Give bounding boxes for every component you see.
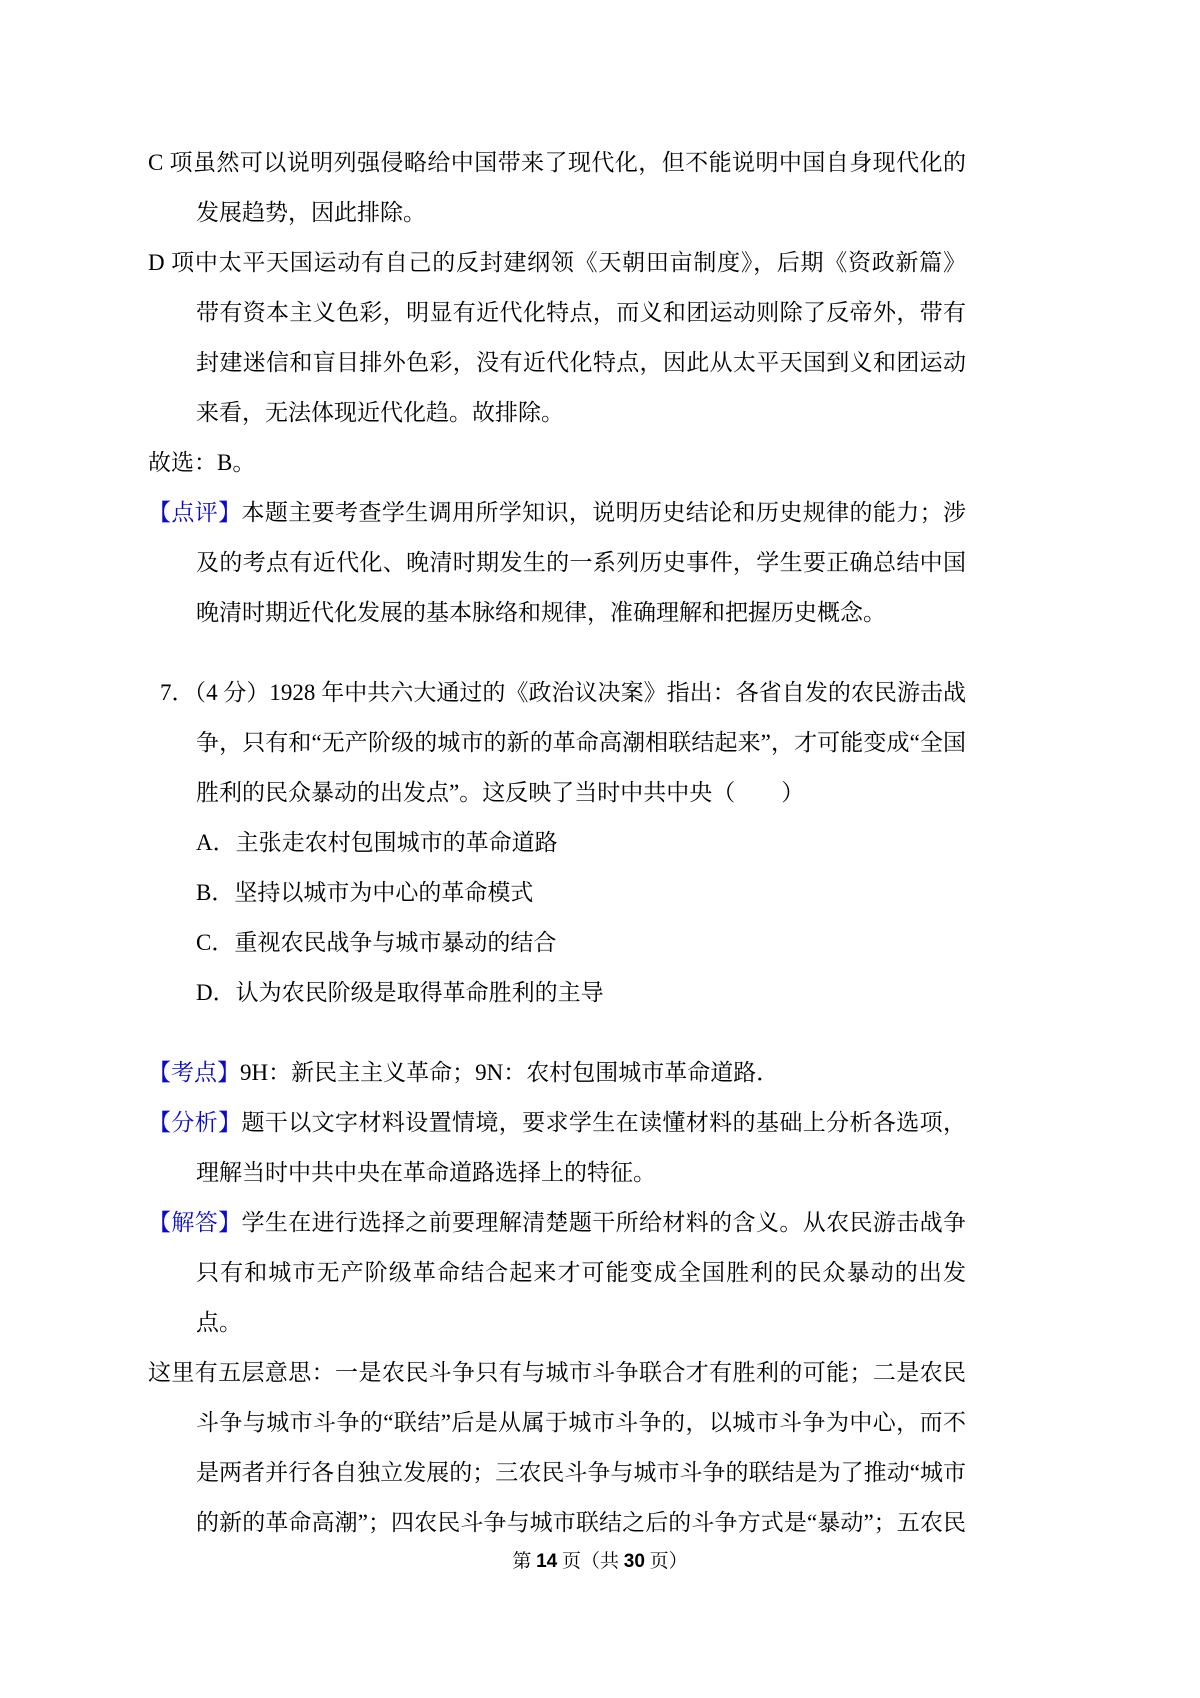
option-c: C．重视农民战争与城市暴动的结合 bbox=[196, 930, 557, 955]
footer-prefix: 第 bbox=[512, 1551, 537, 1572]
answer-conclusion bbox=[148, 438, 966, 488]
answer-analysis-d bbox=[148, 238, 966, 438]
page-footer bbox=[0, 1550, 1200, 1574]
analysis-paragraph bbox=[148, 1098, 966, 1198]
paragraph-gap bbox=[148, 1018, 966, 1048]
option-b: B．坚持以城市为中心的革命模式 bbox=[196, 880, 534, 905]
question-7-stem: 争，只有和“无产阶级的城市的新的革命高潮相联结起来”，才可能变成“全国 bbox=[196, 730, 966, 755]
exam-point-paragraph bbox=[148, 1048, 966, 1098]
explanation-paragraph bbox=[148, 1348, 966, 1548]
option-a: A．主张走农村包围城市的革命道路 bbox=[196, 830, 558, 855]
document-content bbox=[148, 138, 966, 1548]
text-line: 封建迷信和盲目排外色彩，没有近代化特点，因此从太平天国到义和团运动 bbox=[196, 350, 966, 375]
text-line: 的新的革命高潮”；四农民斗争与城市联结之后的斗争方式是“暴动”；五农民 bbox=[196, 1510, 966, 1535]
option-d: D．认为农民阶级是取得革命胜利的主导 bbox=[196, 980, 604, 1005]
question-7-stem: 7．（4 分）1928 年中共六大通过的《政治议决案》指出：各省自发的农民游击战 bbox=[160, 680, 966, 705]
text-line: 来看，无法体现近代化趋。故排除。 bbox=[196, 400, 564, 425]
text-line: 带有资本主义色彩，明显有近代化特点，而义和团运动则除了反帝外，带有 bbox=[196, 300, 966, 325]
text-line: D 项中太平天国运动有自己的反封建纲领《天朝田亩制度》，后期《资政新篇》 bbox=[148, 250, 966, 275]
section-marker: 【分析】 bbox=[148, 1110, 242, 1135]
section-marker: 【解答】 bbox=[148, 1210, 242, 1235]
text-line: 【分析】题干以文字材料设置情境，要求学生在读懂材料的基础上分析各选项， bbox=[148, 1110, 967, 1135]
footer-middle: 页（共 bbox=[557, 1551, 624, 1572]
text-line: 故选：B。 bbox=[148, 450, 256, 475]
section-marker: 【点评】 bbox=[148, 500, 242, 525]
text-line: 点。 bbox=[196, 1310, 242, 1335]
footer-page-number: 14 bbox=[536, 1551, 558, 1572]
text-line: 晚清时期近代化发展的基本脉络和规律，准确理解和把握历史概念。 bbox=[196, 600, 886, 625]
text-line: 【考点】9H：新民主主义革命；9N：农村包围城市革命道路． bbox=[148, 1060, 780, 1085]
text-line: 斗争与城市斗争的“联结”后是从属于城市斗争的，以城市斗争为中心，而不 bbox=[196, 1410, 966, 1435]
question-7-stem: 胜利的民众暴动的出发点”。这反映了当时中共中央（ ） bbox=[196, 780, 805, 805]
text-line: 是两者并行各自独立发展的；三农民斗争与城市斗争的联结是为了推动“城市 bbox=[196, 1460, 966, 1485]
text-line: 只有和城市无产阶级革命结合起来才可能变成全国胜利的民众暴动的出发 bbox=[196, 1260, 966, 1285]
text-line: C 项虽然可以说明列强侵略给中国带来了现代化，但不能说明中国自身现代化的 bbox=[148, 150, 966, 175]
text-line: 发展趋势，因此排除。 bbox=[196, 200, 426, 225]
text-line: 理解当时中共中央在革命道路选择上的特征。 bbox=[196, 1160, 656, 1185]
text-line: 及的考点有近代化、晚清时期发生的一系列历史事件，学生要正确总结中国 bbox=[196, 550, 966, 575]
footer-total-pages: 30 bbox=[623, 1551, 645, 1572]
paragraph-gap bbox=[148, 638, 966, 668]
text-line: 【点评】本题主要考查学生调用所学知识，说明历史结论和历史规律的能力；涉 bbox=[148, 500, 967, 525]
footer-suffix: 页） bbox=[644, 1551, 688, 1572]
answer-analysis-c bbox=[148, 138, 966, 238]
comment-paragraph bbox=[148, 488, 966, 638]
text-line: 【解答】学生在进行选择之前要理解清楚题干所给材料的含义。从农民游击战争 bbox=[148, 1210, 967, 1235]
text-line: 这里有五层意思：一是农民斗争只有与城市斗争联合才有胜利的可能；二是农民 bbox=[148, 1360, 966, 1385]
section-marker: 【考点】 bbox=[148, 1060, 240, 1085]
solution-paragraph bbox=[148, 1198, 966, 1348]
question-7 bbox=[148, 668, 966, 1018]
